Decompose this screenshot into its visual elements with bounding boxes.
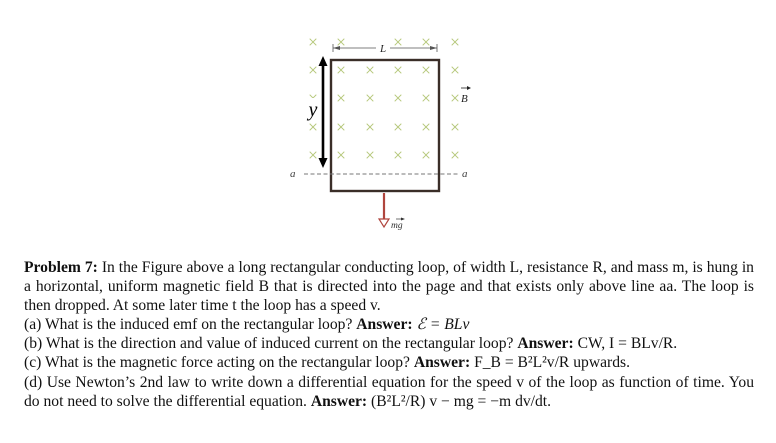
- field-cross: [310, 67, 317, 74]
- field-cross: [338, 67, 345, 74]
- field-cross: [310, 39, 317, 46]
- line-aa: [290, 168, 468, 180]
- answer-value: CW, I = BLv/R.: [577, 335, 678, 353]
- width-dimension-l: [333, 41, 437, 55]
- rectangular-loop: [331, 60, 439, 191]
- field-cross: [310, 152, 317, 159]
- answer-label: Answer:: [517, 335, 574, 353]
- answer-label: Answer:: [413, 354, 471, 372]
- part-b: [24, 334, 754, 353]
- part-a: [24, 315, 754, 334]
- part-question: Use Newton’s 2nd law to write down a differential equation for the speed v of the loop as function of time. You do not need to solve the differential equation.: [24, 373, 754, 410]
- part-question: What is the direction and value of induced current on the rectangular loop?: [45, 335, 514, 353]
- field-cross: [395, 124, 402, 131]
- field-cross: [452, 124, 459, 131]
- field-cross: [452, 39, 459, 46]
- answer-label: Answer:: [356, 316, 413, 334]
- field-cross: [423, 39, 430, 46]
- answer-value: F_B = B²L²v/R upwards.: [474, 354, 630, 372]
- part-question: What is the magnetic force acting on the rectangular loop?: [44, 354, 410, 372]
- problem-statement: [24, 258, 754, 315]
- field-cross: [367, 152, 374, 159]
- field-label-text: B: [461, 93, 468, 105]
- field-cross: [310, 124, 317, 131]
- field-cross: [338, 124, 345, 131]
- field-cross: [338, 39, 345, 46]
- part-d: [24, 373, 754, 411]
- part-label: (b): [24, 335, 43, 353]
- y-label: y: [308, 99, 318, 121]
- field-cross: [395, 39, 402, 46]
- problem-text: [24, 258, 754, 411]
- field-cross: [395, 67, 402, 74]
- problem-title: Problem 7:: [24, 259, 98, 276]
- field-cross: [452, 152, 459, 159]
- field-cross: [423, 124, 430, 131]
- part-label: (d): [24, 373, 43, 391]
- weight-arrow: [379, 193, 405, 231]
- field-cross: [395, 95, 402, 102]
- width-label-l: L: [379, 43, 387, 55]
- field-cross: [423, 95, 430, 102]
- weight-label: mg: [391, 221, 403, 231]
- field-cross: [452, 67, 459, 74]
- answer-value: (B²L²/R) v − mg = −m dv/dt.: [371, 392, 552, 410]
- part-label: (c): [24, 354, 42, 372]
- field-cross: [338, 95, 345, 102]
- part-c: [24, 353, 754, 372]
- problem-statement-text: In the Figure above a long rectangular conducting loop, of width L, resistance R, and mass m, is hung in a horizontal, uniform magnetic field B that is directed into the page and that exists only above line aa. The loop is then dropped. At some later time t the loop has a speed v.: [24, 259, 754, 315]
- field-cross: [338, 152, 345, 159]
- field-cross: [367, 67, 374, 74]
- field-cross: [395, 152, 402, 159]
- answer-label: Answer:: [310, 392, 368, 410]
- field-label-b: [461, 86, 471, 105]
- line-label-left: a: [290, 168, 296, 180]
- field-cross: [423, 152, 430, 159]
- part-question: What is the induced emf on the rectangular loop?: [44, 316, 353, 334]
- part-label: (a): [24, 316, 42, 334]
- field-cross: [423, 67, 430, 74]
- answer-value: ℰ = BLv: [416, 316, 470, 334]
- field-cross: [452, 95, 459, 102]
- line-label-right: a: [462, 168, 468, 180]
- field-cross: [367, 95, 374, 102]
- field-cross: [367, 124, 374, 131]
